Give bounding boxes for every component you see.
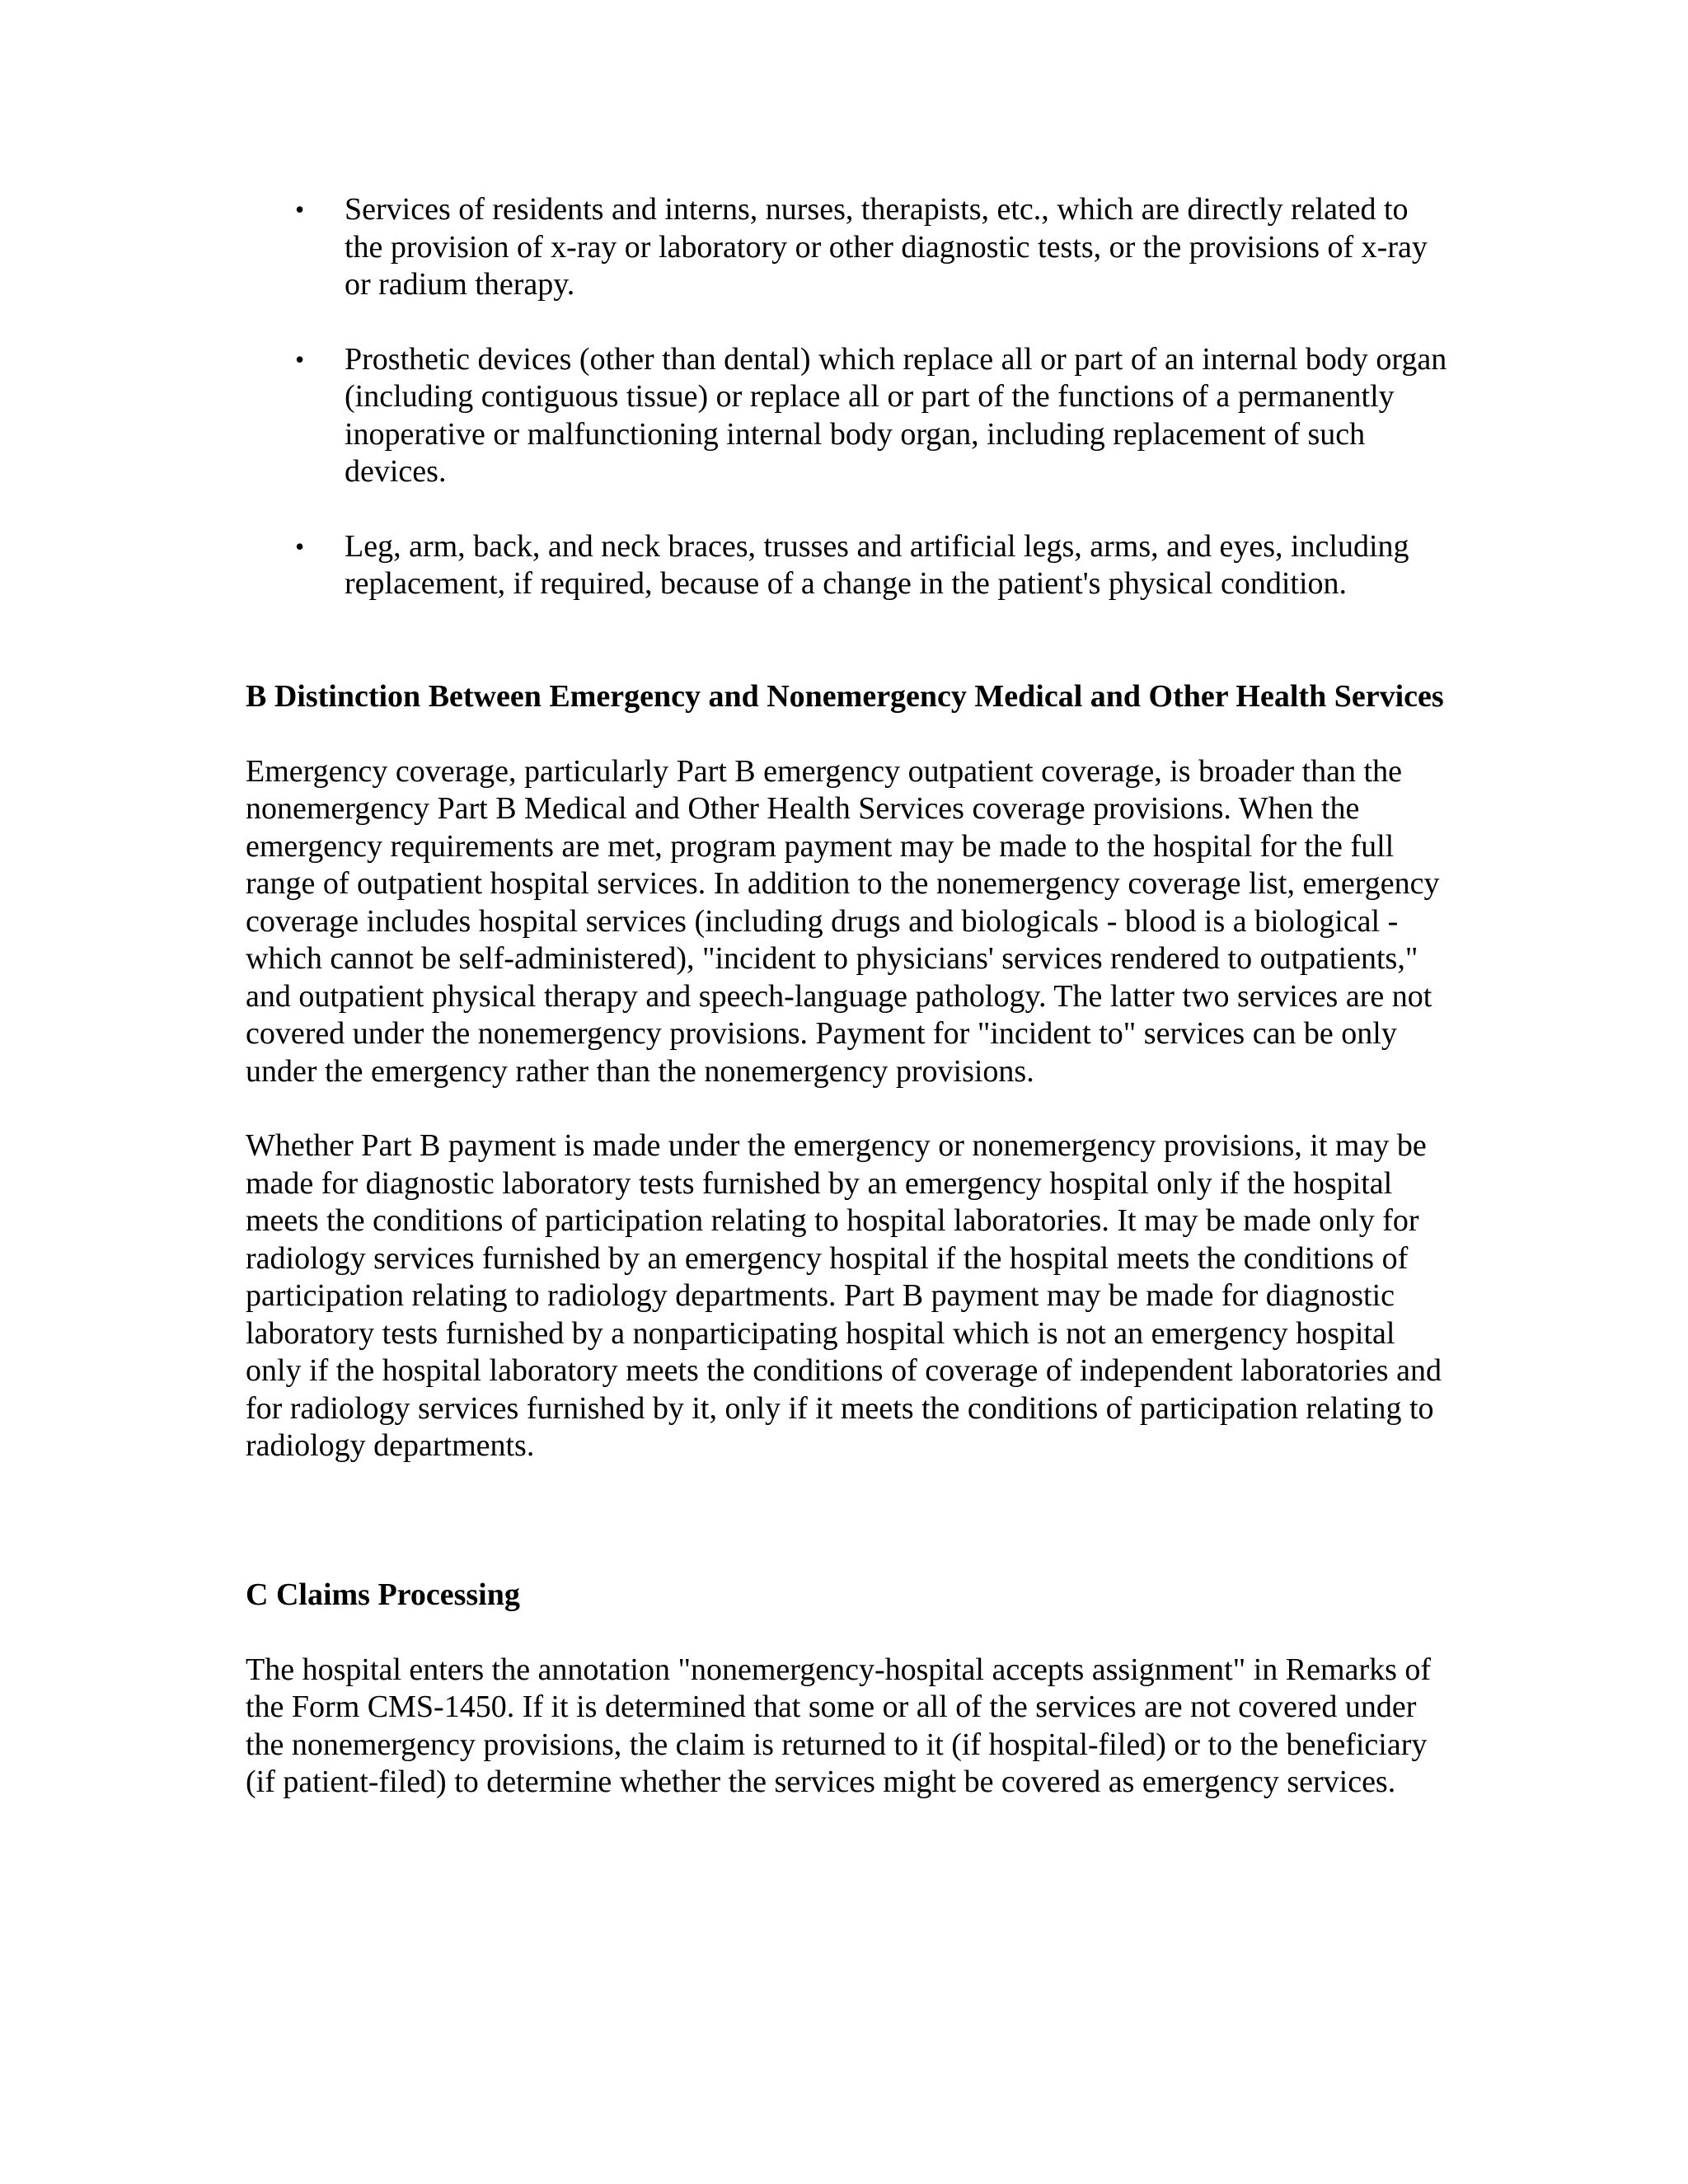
- list-item: [295, 528, 1449, 603]
- services-bullet-list: [295, 191, 1449, 603]
- bullet-icon: •: [295, 344, 305, 374]
- list-item-text: Services of residents and interns, nurses, therapists, etc., which are directly related to the provision of x-ray or laboratory or other diagnostic tests, or the provisions of x-ray or radium therapy.: [345, 192, 1428, 302]
- section-c-paragraph-1: The hospital enters the annotation "nonemergency-hospital accepts assignment" in Remarks of the Form CMS-1450. If it is determined that some or all of the services are not covered under the nonemergency provisions, the claim is returned to it (if hospital-filed) or to the beneficiary (if patient-filed) to determine whether the services might be covered as emergency services.: [246, 1652, 1432, 1799]
- list-item-text: Prosthetic devices (other than dental) which replace all or part of an internal body organ (including contiguous tissue) or replace all or part of the functions of a permanently inoperative or malfunctioning internal body organ, including replacement of such devices.: [345, 341, 1447, 489]
- list-item: [295, 191, 1449, 304]
- section-b-paragraph-1: Emergency coverage, particularly Part B emergency outpatient coverage, is broader than the nonemergency Part B Medical and Other Health Services coverage provisions. When the emergency requirements are met, program payment may be made to the hospital for the full range of outpatient hospital services. In addition to the nonemergency coverage list, emergency coverage includes hospital services (including drugs and biologicals - blood is a biological - which cannot be self-administered), "incident to physicians' services rendered to outpatients," and outpatient physical therapy and speech-language pathology. The latter two services are not covered under the nonemergency provisions. Payment for "incident to" services can be only under the emergency rather than the nonemergency provisions.: [246, 753, 1440, 1089]
- bullet-icon: •: [295, 531, 305, 561]
- section-c: [246, 1577, 1449, 1802]
- section-b: [246, 678, 1449, 1465]
- list-item: [295, 341, 1449, 491]
- section-b-heading: B Distinction Between Emergency and Nonemergency Medical and Other Health Services: [246, 679, 1444, 714]
- bullet-icon: •: [295, 194, 305, 224]
- list-item-text: Leg, arm, back, and neck braces, trusses and artificial legs, arms, and eyes, including replacement, if required, because of a change in the patient's physical condition.: [345, 528, 1409, 601]
- section-c-heading: C Claims Processing: [246, 1577, 520, 1612]
- section-b-paragraph-2: Whether Part B payment is made under the emergency or nonemergency provisions, it may be made for diagnostic laboratory tests furnished by an emergency hospital only if the hospital meets the conditions of participation relating to hospital laboratories. It may be made only for radiology services furnished by an emergency hospital if the hospital meets the conditions of participation relating to radiology departments. Part B payment may be made for diagnostic laboratory tests furnished by a nonparticipating hospital which is not an emergency hospital only if the hospital laboratory meets the conditions of coverage of independent laboratories and for radiology services furnished by it, only if it meets the conditions of participation relating to radiology departments.: [246, 1128, 1442, 1463]
